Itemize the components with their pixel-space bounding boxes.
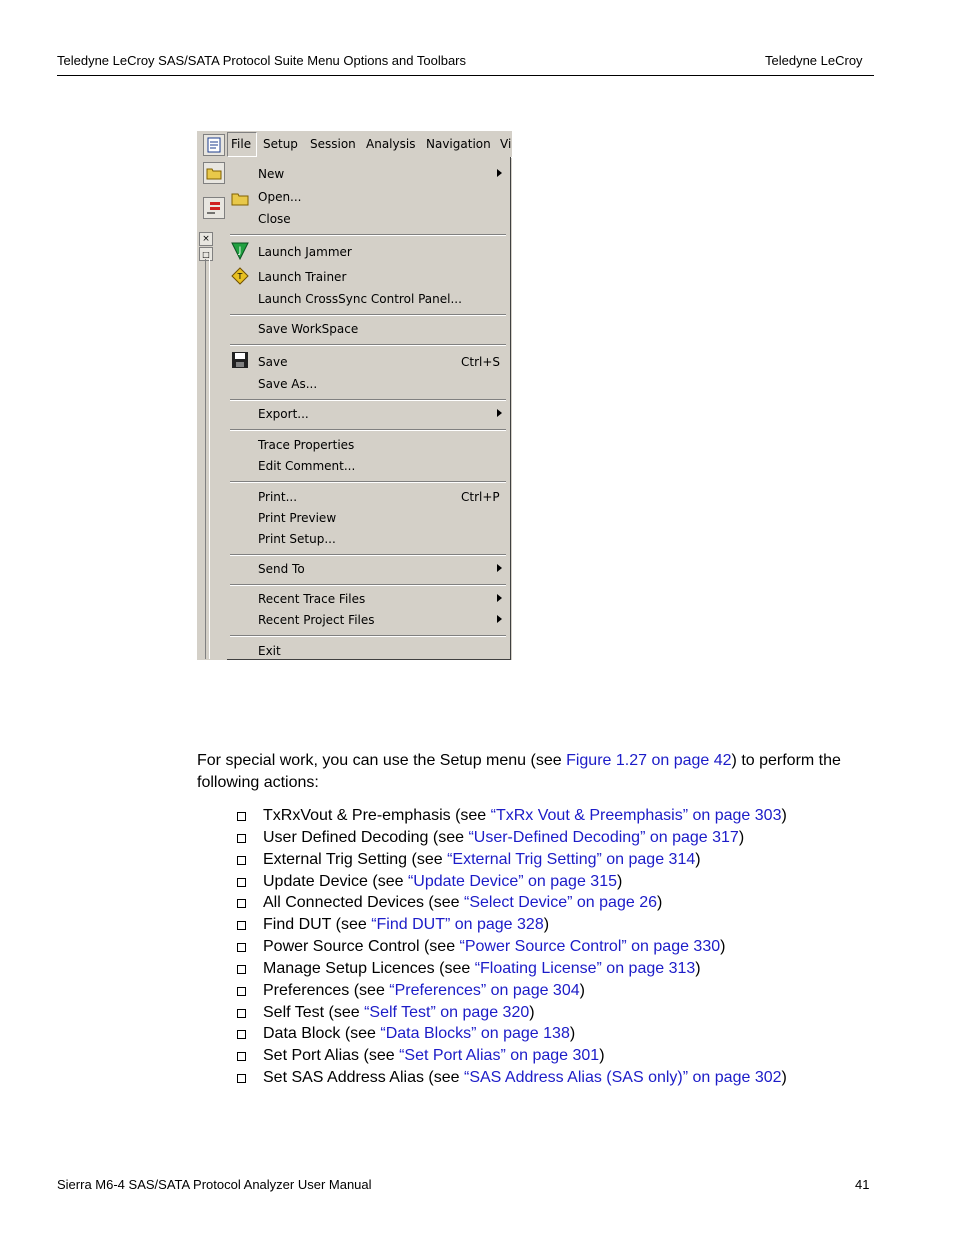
trainer-icon [231,267,249,285]
menu-item-print-setup[interactable]: Print Setup... [258,532,336,546]
svg-text:J: J [238,246,242,256]
menu-item-save-workspace[interactable]: Save WorkSpace [258,322,359,336]
menu-item-save-as[interactable]: Save As... [258,377,318,391]
bullet-box-icon [237,878,246,887]
menu-analysis[interactable]: Analysis [366,137,416,151]
cross-reference-link[interactable]: “Update Device” on page 315 [407,872,617,890]
list-item: Find DUT (see “Find DUT” on page 328) [237,914,787,936]
cross-reference-link[interactable]: “Floating License” on page 313 [474,959,696,977]
menu-item-trace-properties[interactable]: Trace Properties [258,438,355,452]
menu-item-send-to[interactable]: Send To [258,562,305,576]
menu-item-print-preview[interactable]: Print Preview [258,511,337,525]
list-item: Manage Setup Licences (see “Floating License” on page 313) [237,958,787,980]
cross-reference-link[interactable]: “User-Defined Decoding” on page 317 [468,828,739,846]
bullet-box-icon [237,834,246,843]
open-folder-icon [231,189,249,207]
menu-file[interactable]: File [231,137,252,151]
menu-view-truncated[interactable]: Vi [500,137,512,151]
list-item: User Defined Decoding (see “User-Defined Decoding” on page 317) [237,827,787,849]
menu-item-recent-trace-files[interactable]: Recent Trace Files [258,592,366,606]
bullet-box-icon [237,812,246,821]
setup-actions-list [237,805,787,1089]
bullet-box-icon [237,965,246,974]
menu-item-new[interactable]: New [258,167,285,181]
file-dropdown-menu [227,157,511,660]
running-header-title: Teledyne LeCroy SAS/SATA Protocol Suite Menu Options and Toolbars [57,53,467,68]
file-menu-screenshot [197,131,512,660]
list-item: Update Device (see “Update Device” on page 315) [237,871,787,893]
close-pane-icon[interactable]: × [199,232,213,246]
list-item: Power Source Control (see “Power Source Control” on page 330) [237,936,787,958]
bullet-box-icon [237,921,246,930]
cross-reference-link[interactable]: “Power Source Control” on page 330 [459,938,721,956]
jammer-icon [231,242,249,260]
list-item: TxRxVout & Pre-emphasis (see “TxRx Vout & Preemphasis” on page 303) [237,805,787,827]
open-folder-icon[interactable] [203,162,225,184]
svg-text:T: T [237,272,243,281]
list-item: Set SAS Address Alias (see “SAS Address Alias (SAS only)” on page 302) [237,1067,787,1089]
cross-reference-link[interactable]: “Select Device” on page 26 [463,894,657,912]
print-shortcut: Ctrl+P [461,490,500,504]
header-rule [57,75,874,76]
cross-reference-link[interactable]: “Find DUT” on page 328 [371,916,544,934]
menu-item-launch-jammer[interactable]: Launch Jammer [258,245,352,259]
menu-item-print[interactable]: Print... [258,490,298,504]
bullet-box-icon [237,1030,246,1039]
menu-item-open[interactable]: Open... [258,190,302,204]
bullet-box-icon [237,1052,246,1061]
bullet-box-icon [237,943,246,952]
submenu-arrow-icon [497,564,502,572]
menu-session[interactable]: Session [310,137,356,151]
menu-item-exit[interactable]: Exit [258,644,281,658]
menu-setup[interactable]: Setup [263,137,298,151]
save-shortcut: Ctrl+S [461,355,501,369]
menu-item-edit-comment[interactable]: Edit Comment... [258,459,356,473]
list-item: Data Block (see “Data Blocks” on page 138) [237,1023,787,1045]
menu-item-recent-project-files[interactable]: Recent Project Files [258,613,375,627]
cross-reference-link[interactable]: “Set Port Alias” on page 301 [399,1047,600,1065]
cross-reference-link[interactable]: “TxRx Vout & Preemphasis” on page 303 [490,807,782,824]
restore-pane-icon[interactable]: □ [199,247,213,261]
list-item: Preferences (see “Preferences” on page 304) [237,980,787,1002]
cross-reference-link[interactable]: “External Trig Setting” on page 314 [447,850,696,868]
list-item: All Connected Devices (see “Select Device” on page 26) [237,892,787,914]
running-footer-title: Sierra M6-4 SAS/SATA Protocol Analyzer User Manual [57,1177,372,1192]
menu-item-launch-trainer[interactable]: Launch Trainer [258,270,347,284]
menu-navigation[interactable]: Navigation [426,137,491,151]
cross-reference-link[interactable]: “Preferences” on page 304 [389,981,580,999]
running-header-company: Teledyne LeCroy [765,53,863,68]
submenu-arrow-icon [497,169,502,177]
bullet-box-icon [237,1009,246,1018]
cross-reference-link[interactable]: “SAS Address Alias (SAS only)” on page 302 [464,1069,782,1087]
list-item: Self Test (see “Self Test” on page 320) [237,1002,787,1024]
menu-item-save[interactable]: Save [258,355,288,369]
save-disk-icon [231,351,249,369]
bullet-box-icon [237,856,246,865]
menu-item-close[interactable]: Close [258,212,291,226]
menu-bar [227,131,512,158]
cross-reference-link[interactable]: “Data Blocks” on page 138 [380,1025,570,1043]
bullet-box-icon [237,1074,246,1083]
submenu-arrow-icon [497,594,502,602]
page-number: 41 [855,1177,870,1192]
submenu-arrow-icon [497,615,502,623]
cross-reference-link[interactable]: “Self Test” on page 320 [364,1003,530,1021]
left-toolbar [197,131,228,660]
setup-menu-intro: For special work, you can use the Setup menu (see Figure 1.27 on page 42) to perform the following actions: [197,752,841,791]
list-item: Set Port Alias (see “Set Port Alias” on page 301) [237,1045,787,1067]
submenu-arrow-icon [497,409,502,417]
figure-link[interactable]: Figure 1.27 on page 42 [566,752,732,769]
menu-item-export[interactable]: Export... [258,407,309,421]
menu-item-launch-crosssync[interactable]: Launch CrossSync Control Panel... [258,292,462,306]
app-icon[interactable] [203,134,225,156]
bullet-box-icon [237,987,246,996]
record-icon[interactable] [203,197,225,219]
list-item: External Trig Setting (see “External Trig Setting” on page 314) [237,849,787,871]
bullet-box-icon [237,899,246,908]
